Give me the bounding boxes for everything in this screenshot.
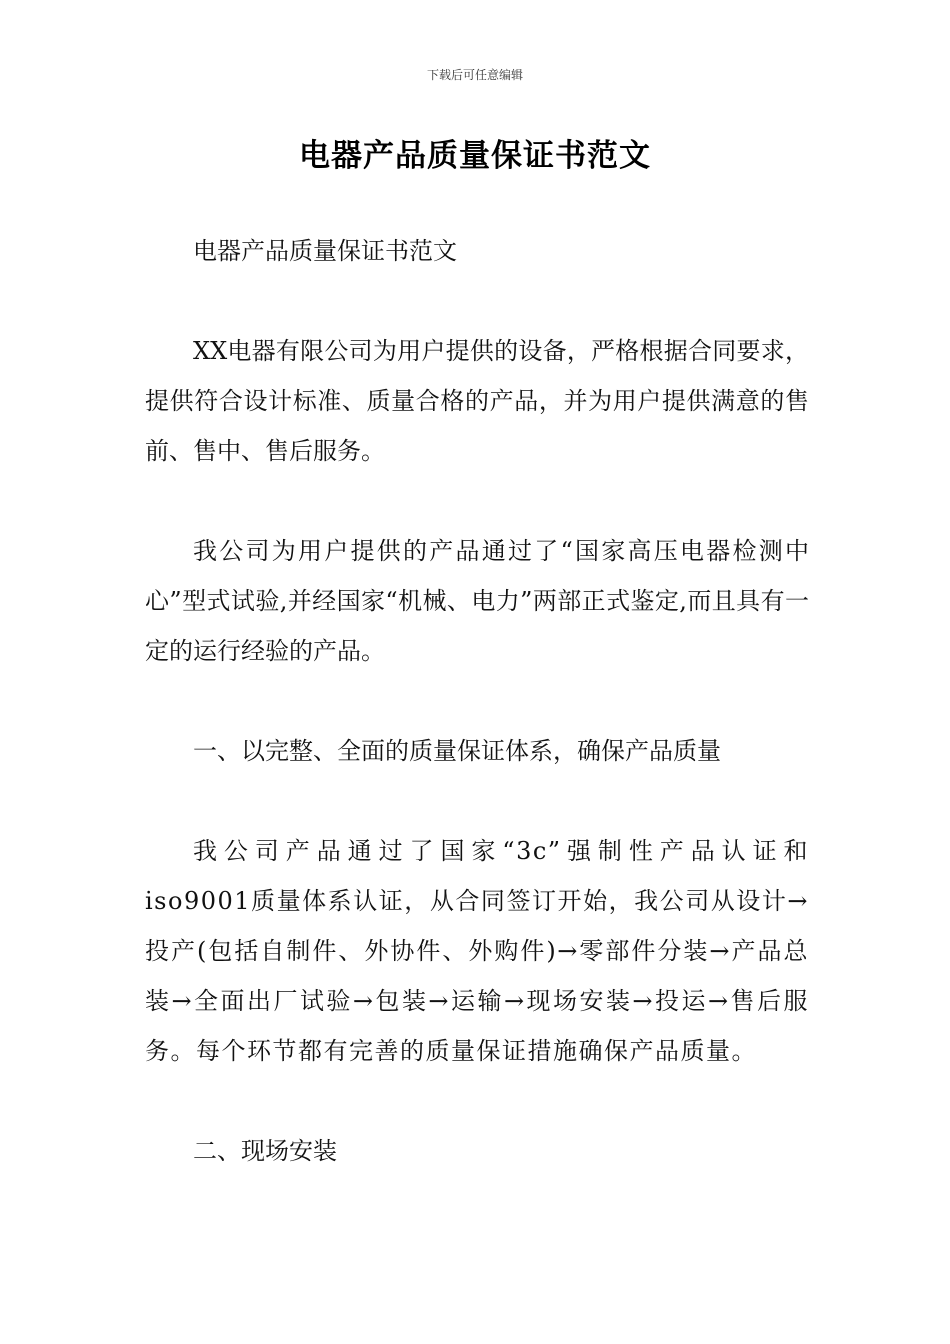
certification-paragraph: 我公司为用户提供的产品通过了“国家高压电器检测中心”型式试验,并经国家“机械、电力”两部正式鉴定,而且具有一定的运行经验的产品。 [145, 537, 809, 665]
intro-paragraph: XX电器有限公司为用户提供的设备，严格根据合同要求，提供符合设计标准、质量合格的产品，并为用户提供满意的售前、售中、售后服务。 [145, 337, 809, 465]
subtitle-paragraph: 电器产品质量保证书范文 [193, 237, 457, 265]
quality-process-paragraph: 我公司产品通过了国家“3c”强制性产品认证和iso9001质量体系认证，从合同签订开始，我公司从设计→投产(包括自制件、外协件、外购件)→零部件分装→产品总装→全面出厂试验→包装→运输→现场安装→投运→售后服务。每个环节都有完善的质量保证措施确保产品质量。 [145, 837, 809, 1065]
document-body [145, 226, 809, 1226]
section-heading-quality-system: 一、以完整、全面的质量保证体系，确保产品质量 [193, 737, 721, 765]
section-heading-installation: 二、现场安装 [193, 1137, 337, 1165]
document-title: 电器产品质量保证书范文 [299, 138, 651, 174]
header-note: 下载后可任意编辑 [426, 68, 523, 82]
